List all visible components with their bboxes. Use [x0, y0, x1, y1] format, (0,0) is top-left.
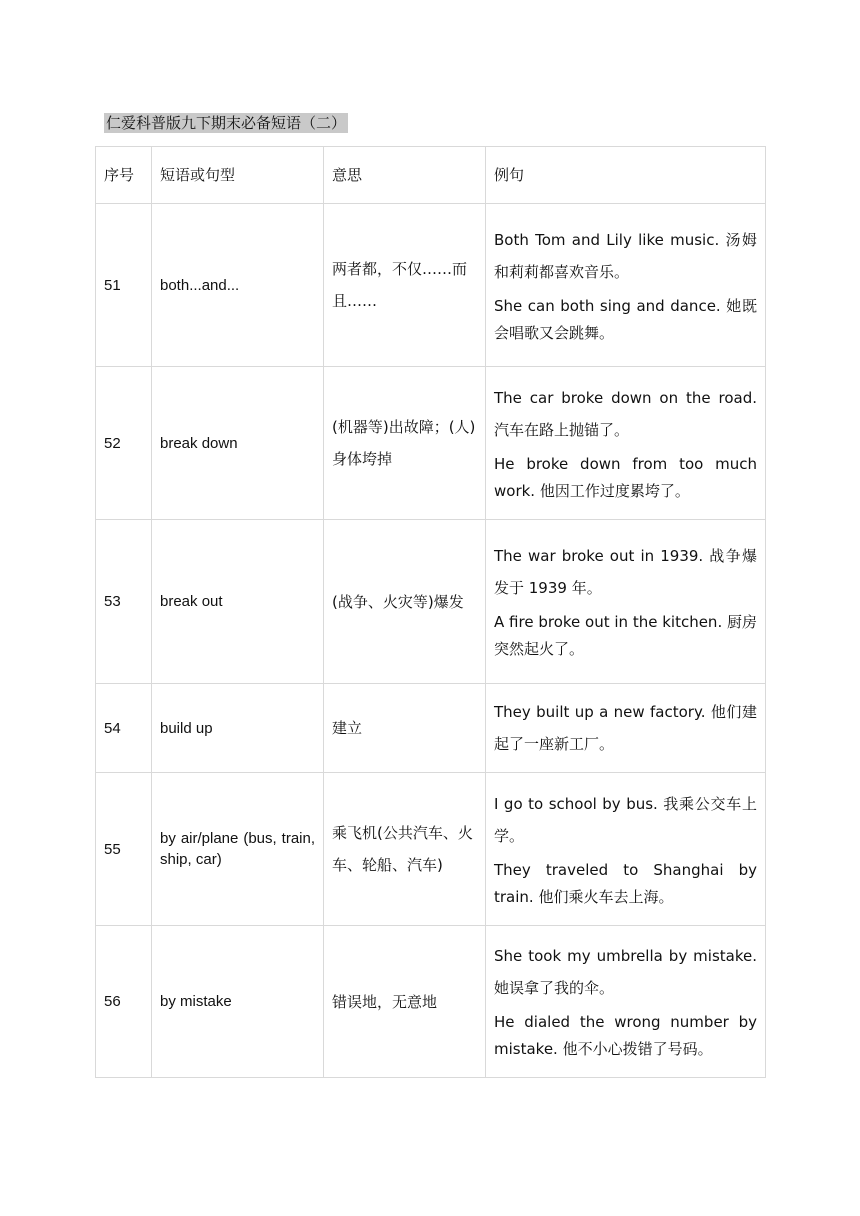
header-cell-phrase: 短语或句型	[152, 147, 324, 204]
example-sentence: A fire broke out in the kitchen. 厨房突然起火了。	[494, 613, 757, 658]
row-number: 56	[96, 926, 152, 1078]
row-number: 53	[96, 520, 152, 684]
row-number: 51	[96, 204, 152, 367]
example-sentence: The car broke down on the road. 汽车在路上抛锚了。	[494, 388, 757, 439]
table-header-row	[96, 147, 766, 204]
row-number: 54	[96, 684, 152, 773]
example-cell	[486, 926, 766, 1078]
table-row	[96, 684, 766, 773]
example-sentence: They built up a new factory. 他们建起了一座新工厂。	[494, 703, 757, 753]
example-sentence: He broke down from too much work. 他因工作过度累垮了。	[494, 454, 757, 500]
table-row	[96, 773, 766, 926]
meaning-cell: 建立	[324, 684, 486, 773]
phrase-cell: build up	[152, 684, 324, 773]
page-title: 仁爱科普版九下期末必备短语（二）	[106, 114, 347, 132]
header-cell-number: 序号	[96, 147, 152, 204]
example-cell	[486, 684, 766, 773]
example-sentence: He dialed the wrong number by mistake. 他不小心拨错了号码。	[494, 1013, 757, 1058]
phrase-cell: by mistake	[152, 926, 324, 1078]
example-sentence: She took my umbrella by mistake. 她误拿了我的伞。	[494, 947, 757, 997]
header-cell-meaning: 意思	[324, 147, 486, 204]
row-number: 55	[96, 773, 152, 926]
example-sentence: They traveled to Shanghai by train. 他们乘火车去上海。	[494, 860, 757, 906]
meaning-cell: (机器等)出故障；(人)身体垮掉	[324, 367, 486, 520]
phrase-cell: break out	[152, 520, 324, 684]
meaning-cell: 两者都，不仅……而且……	[324, 204, 486, 367]
phrase-cell: both...and...	[152, 204, 324, 367]
table-row	[96, 204, 766, 367]
header-cell-example: 例句	[486, 147, 766, 204]
example-cell	[486, 773, 766, 926]
phrase-cell: break down	[152, 367, 324, 520]
example-cell	[486, 520, 766, 684]
example-sentence: She can both sing and dance. 她既会唱歌又会跳舞。	[494, 296, 757, 342]
example-sentence: Both Tom and Lily like music. 汤姆和莉莉都喜欢音乐。	[494, 230, 757, 281]
phrase-table	[95, 146, 766, 1078]
example-cell	[486, 204, 766, 367]
meaning-cell: (战争、火灾等)爆发	[324, 520, 486, 684]
meaning-cell: 错误地，无意地	[324, 926, 486, 1078]
table-row	[96, 367, 766, 520]
table-row	[96, 520, 766, 684]
table-row	[96, 926, 766, 1078]
example-sentence: The war broke out in 1939. 战争爆发于 1939 年。	[494, 547, 757, 597]
example-cell	[486, 367, 766, 520]
row-number: 52	[96, 367, 152, 520]
example-sentence: I go to school by bus. 我乘公交车上学。	[494, 794, 757, 845]
phrase-cell: by air/plane (bus, train, ship, car)	[152, 773, 324, 926]
meaning-cell: 乘飞机(公共汽车、火车、轮船、汽车)	[324, 773, 486, 926]
